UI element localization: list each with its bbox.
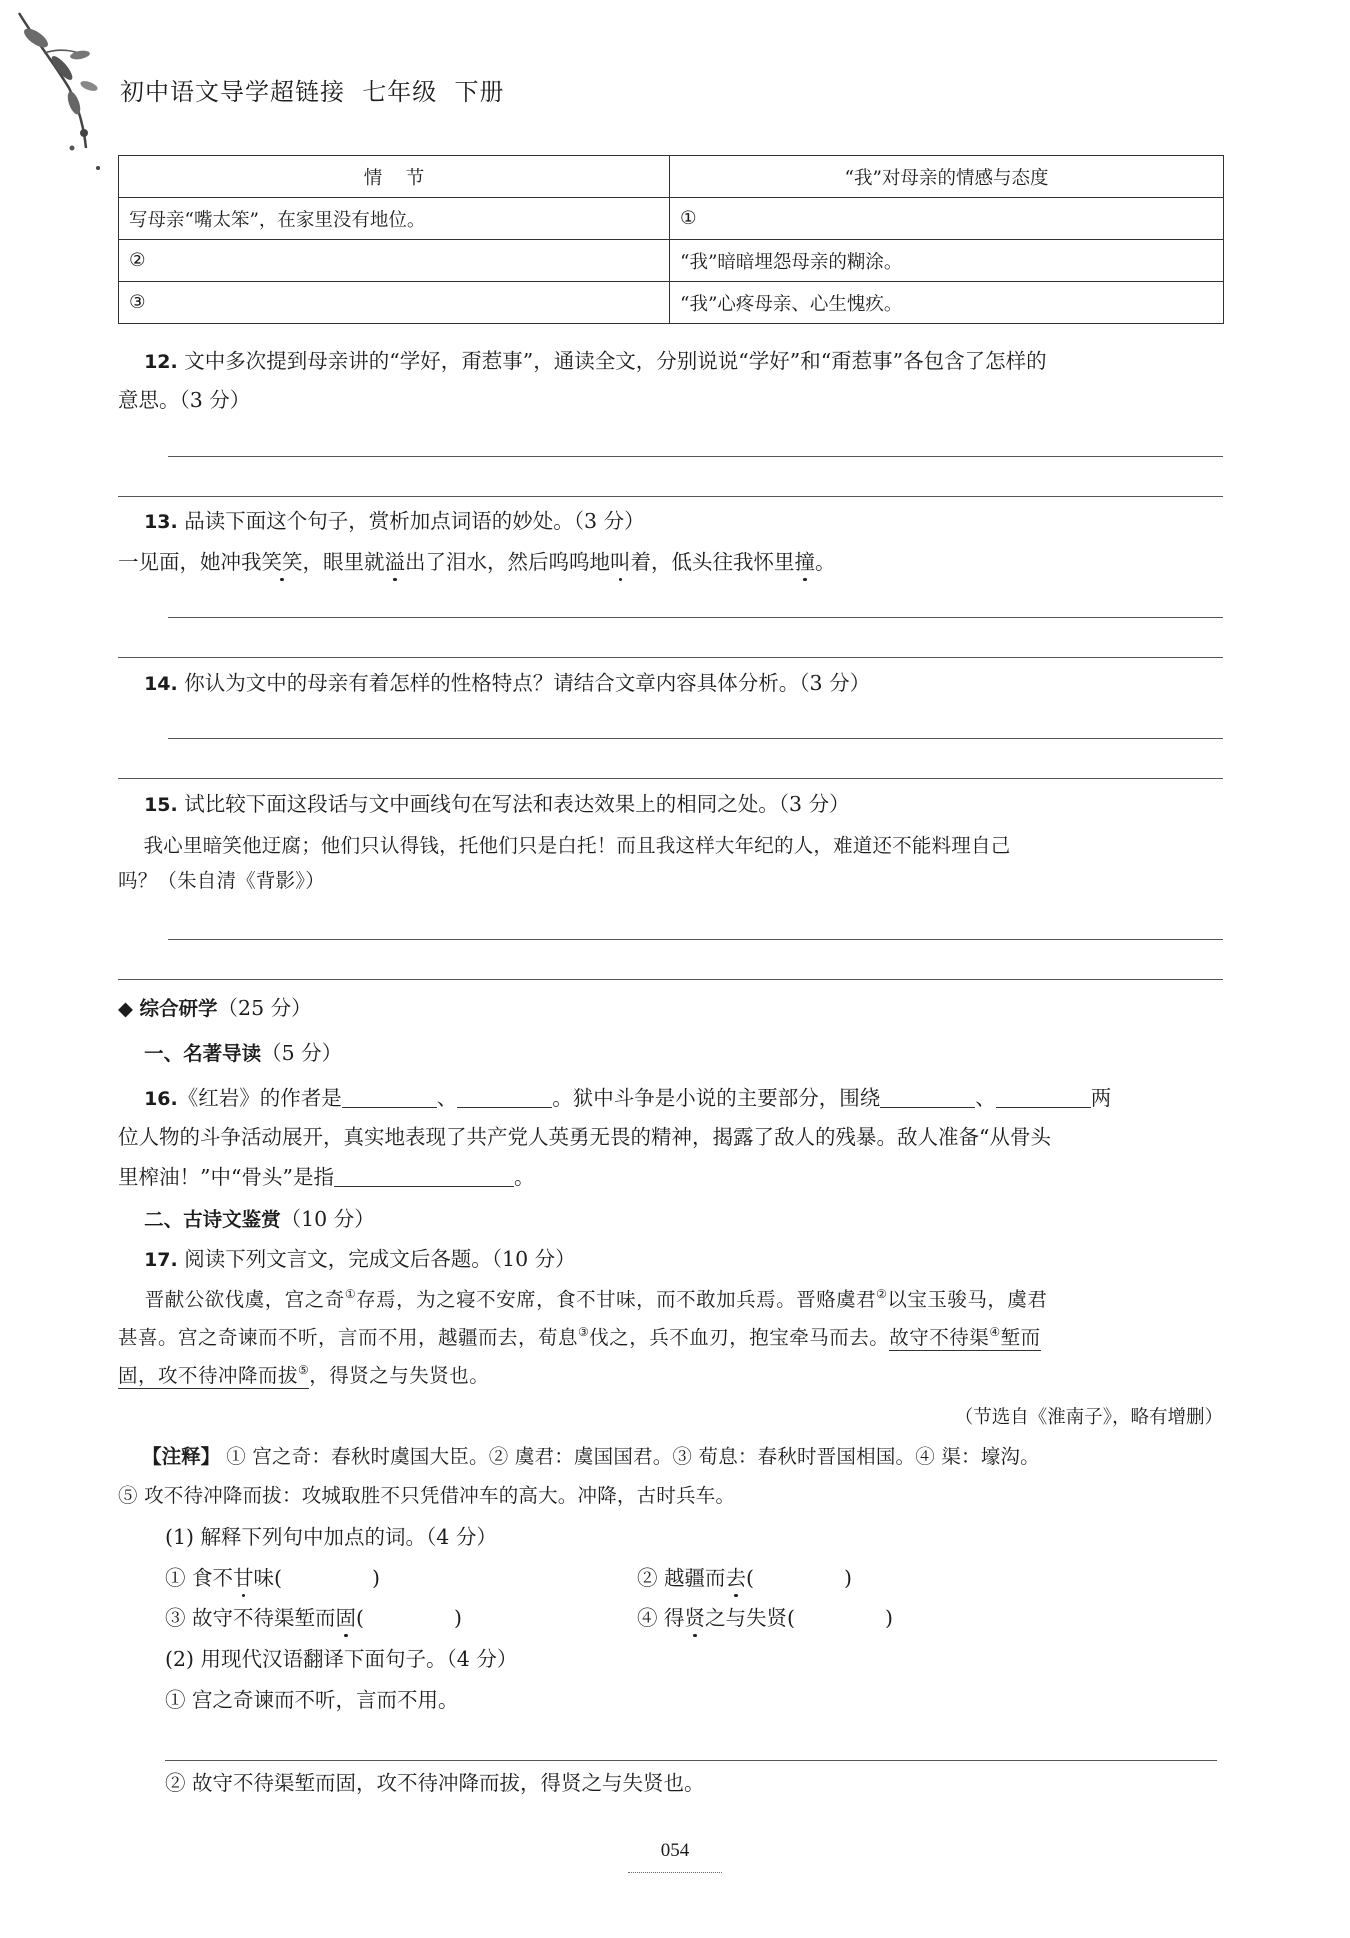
page-number-underline: [628, 1872, 722, 1873]
question-13: 13. 品读下面这个句子，赏析加点词语的妙处。（3 分）: [144, 509, 645, 533]
answer-line: [168, 738, 1223, 739]
question-16-cont: 位人物的斗争活动展开，真实地表现了共产党人英勇无畏的精神，揭露了敌人的残暴。敌人准备“从骨头: [118, 1125, 1051, 1149]
answer-line: [118, 496, 1223, 497]
answer-line: [118, 778, 1223, 779]
answer-line: [118, 657, 1223, 658]
page-number: 054: [660, 1840, 690, 1861]
annotations-cont: ⑤ 攻不待冲降而拔：攻城取胜不只凭借冲车的高大。冲降，古时兵车。: [118, 1484, 736, 1507]
question-16: 16.《红岩》的作者是 、 。狱中斗争是小说的主要部分，围绕 、 两: [144, 1086, 1112, 1110]
fill-blank[interactable]: [334, 1164, 514, 1187]
ink-branch-decoration: [14, 8, 114, 178]
item-4: ④ 得贤之与失贤( ): [637, 1606, 894, 1630]
annotations: 【注释】 ① 宫之奇：春秋时虞国大臣。② 虞君：虞国国君。③ 荀息：春秋时晋国相国。④ 渠：壕沟。: [142, 1445, 1040, 1468]
answer-line: [118, 979, 1223, 980]
table-cell: ①: [670, 198, 1224, 240]
translate-item-2: ② 故守不待渠堑而固，攻不待冲降而拔，得贤之与失贤也。: [165, 1771, 705, 1795]
classical-passage: 晋献公欲伐虞，宫之奇①存焉，为之寝不安席，食不甘味，而不敢加兵焉。晋赂虞君②以宝玉骏马，虞君: [144, 1287, 1048, 1311]
question-17: 17. 阅读下列文言文，完成文后各题。（10 分）: [144, 1247, 576, 1271]
translate-item-1: ① 宫之奇谏而不听，言而不用。: [165, 1688, 459, 1712]
item-2: ② 越疆而去( ): [637, 1566, 853, 1590]
classical-passage: 甚喜。宫之奇谏而不听，言而不用，越疆而去，荀息③伐之，兵不血刃，抱宝牵马而去。故守不待渠④堑而: [118, 1325, 1041, 1349]
book-title: 初中语文导学超链接 七年级 下册: [120, 78, 505, 106]
question-12: 12. 文中多次提到母亲讲的“学好，甭惹事”，通读全文，分别说说“学好”和“甭惹事”各包含了怎样的: [144, 349, 1047, 373]
table-header-emotion: “我”对母亲的情感与态度: [670, 156, 1224, 198]
question-16-cont2: 里榨油！”中“骨头”是指 。: [118, 1165, 535, 1189]
question-15: 15. 试比较下面这段话与文中画线句在写法和表达效果上的相同之处。（3 分）: [144, 792, 850, 816]
fill-blank[interactable]: [342, 1085, 437, 1108]
fill-blank[interactable]: [457, 1085, 552, 1108]
answer-line: [168, 617, 1223, 618]
table-header-plot: 情 节: [119, 156, 670, 198]
question-12-cont: 意思。（3 分）: [118, 388, 251, 412]
sub-question-2: (2) 用现代汉语翻译下面句子。（4 分）: [165, 1647, 518, 1671]
answer-line: [168, 939, 1223, 940]
item-1: ① 食不甘味( ): [165, 1566, 381, 1590]
fill-blank[interactable]: [996, 1085, 1091, 1108]
classical-passage: 固，攻不待冲降而拔⑤，得贤之与失贤也。: [118, 1363, 490, 1387]
answer-blank[interactable]: [754, 1566, 844, 1588]
table-cell: “我”暗暗埋怨母亲的糊涂。: [670, 240, 1224, 282]
table-cell: “我”心疼母亲、心生愧疚。: [670, 282, 1224, 324]
table-cell: ③: [119, 282, 670, 324]
question-13-sentence: 一见面，她冲我笑笑，眼里就溢出了泪水，然后呜呜地叫着，低头往我怀里撞。: [118, 550, 836, 574]
answer-blank[interactable]: [795, 1606, 885, 1628]
item-3: ③ 故守不待渠堑而固( ): [165, 1606, 463, 1630]
question-15-quote: 我心里暗笑他迂腐；他们只认得钱，托他们只是白托！而且我这样大年纪的人，难道还不能料理自己: [143, 834, 1011, 857]
answer-line: [165, 1760, 1217, 1761]
question-15-quote-cont: 吗？（朱自清《背影》）: [118, 869, 325, 892]
table-cell: ②: [119, 240, 670, 282]
part1-title: 一、名著导读（5 分）: [144, 1041, 343, 1065]
answer-line: [168, 456, 1223, 457]
section-header: ◆ 综合研学（25 分）: [118, 996, 312, 1020]
passage-source: （节选自《淮南子》，略有增删）: [954, 1407, 1223, 1428]
answer-blank[interactable]: [282, 1566, 372, 1588]
emotion-table: [118, 155, 1224, 324]
sub-question-1: (1) 解释下列句中加点的词。（4 分）: [165, 1525, 497, 1549]
question-14: 14. 你认为文中的母亲有着怎样的性格特点？请结合文章内容具体分析。（3 分）: [144, 671, 871, 695]
fill-blank[interactable]: [880, 1085, 975, 1108]
diamond-icon: ◆: [118, 997, 133, 1020]
table-cell: 写母亲“嘴太笨”，在家里没有地位。: [119, 198, 670, 240]
part2-title: 二、古诗文鉴赏（10 分）: [144, 1207, 375, 1231]
answer-blank[interactable]: [364, 1606, 454, 1628]
